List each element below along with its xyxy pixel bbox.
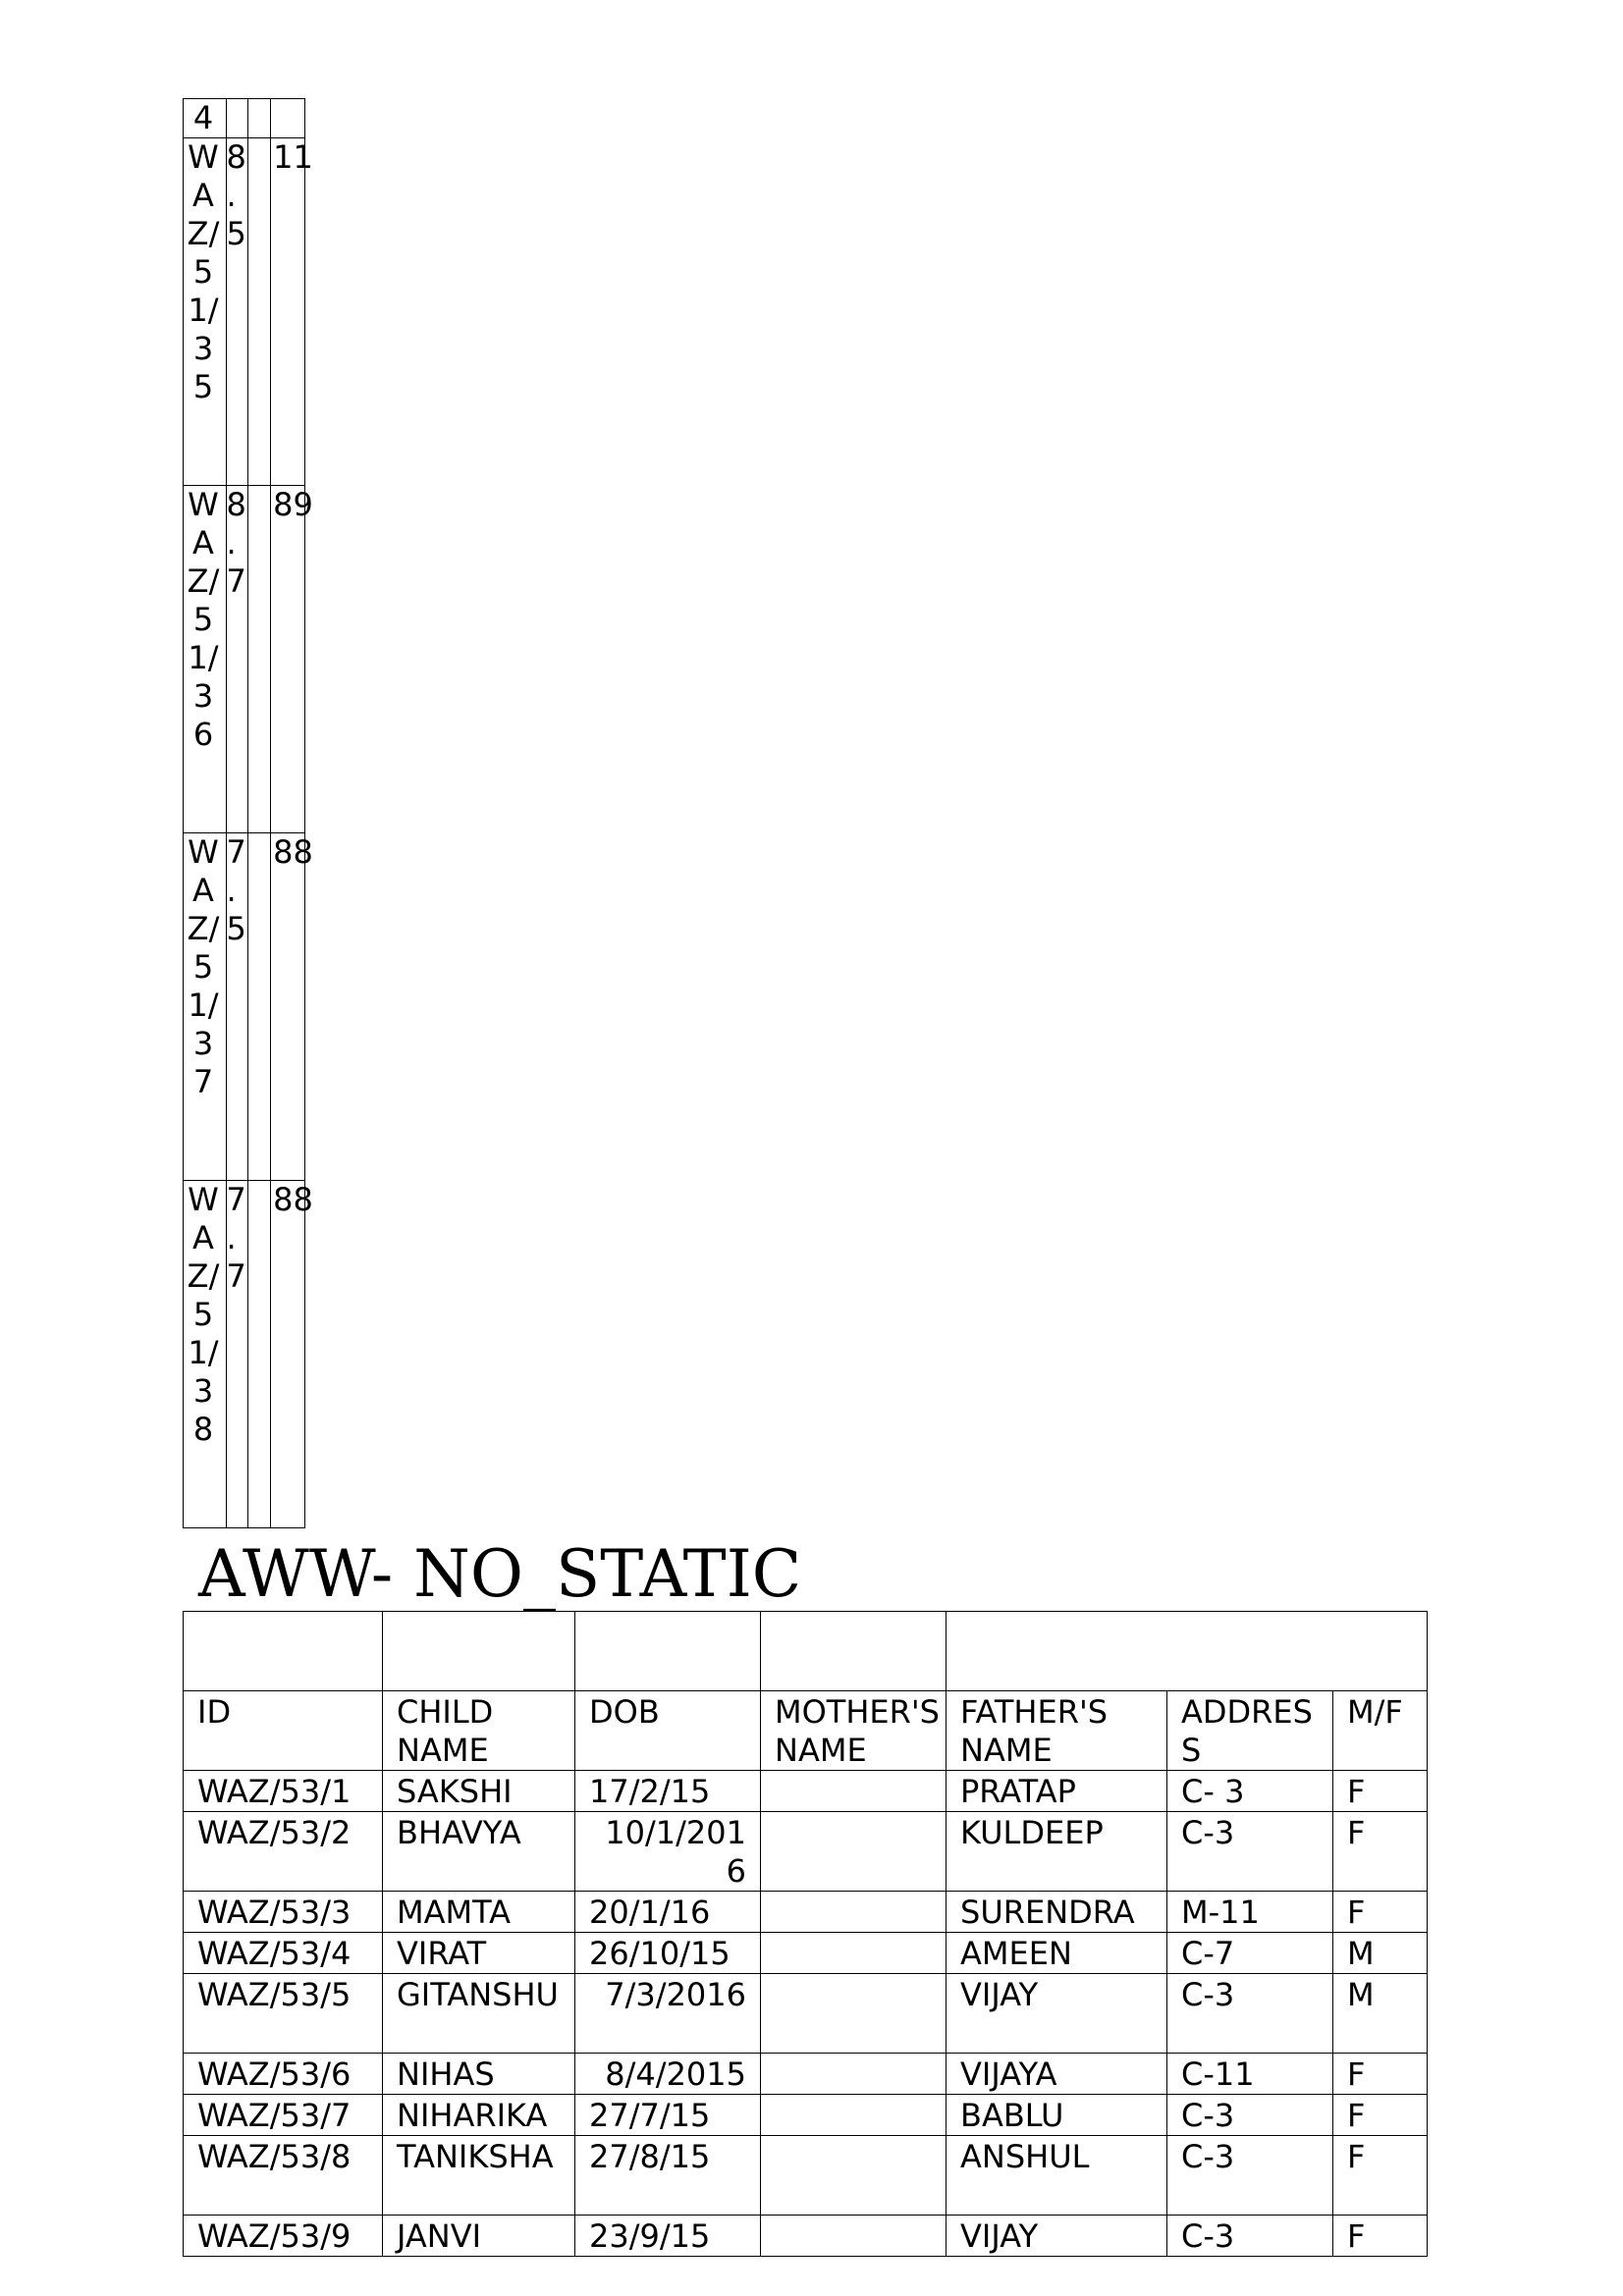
id-cell: WAZ/51/36 [184, 486, 227, 833]
mother-name-cell [761, 1771, 947, 1812]
address-cell: C-3 [1167, 2095, 1333, 2136]
value-cell: 7.7 [226, 1181, 248, 1528]
mother-name-cell [761, 2216, 947, 2257]
table-row-blank [184, 1612, 1428, 1691]
value-cell: 7.5 [226, 833, 248, 1181]
table-cell [271, 99, 305, 138]
table-row [184, 2095, 1428, 2136]
id-cell: WAZ/53/7 [184, 2095, 383, 2136]
continuation-table [183, 98, 313, 1528]
header-father-name: FATHER'S NAME [947, 1691, 1167, 1771]
address-cell: C-3 [1167, 1974, 1333, 2054]
father-name-cell: AMEEN [947, 1933, 1167, 1974]
father-name-cell: PRATAP [947, 1771, 1167, 1812]
table-row [184, 1933, 1428, 1974]
gender-cell: F [1333, 2216, 1428, 2257]
address-cell: C-3 [1167, 1812, 1333, 1892]
gender-cell: F [1333, 1892, 1428, 1933]
child-name-cell: JANVI [383, 2216, 575, 2257]
father-name-cell: BABLU [947, 2095, 1167, 2136]
father-name-cell: VIJAY [947, 2216, 1167, 2257]
value-cell: 8.7 [226, 486, 248, 833]
header-mother-name: MOTHER'S NAME [761, 1691, 947, 1771]
id-cell: WAZ/51/37 [184, 833, 227, 1181]
gender-cell: F [1333, 2054, 1428, 2095]
address-cell: C-7 [1167, 1933, 1333, 1974]
mother-name-cell [761, 1892, 947, 1933]
value-cell: 11 [271, 138, 305, 486]
header-address: ADDRESS [1167, 1691, 1333, 1771]
dob-cell: 26/10/15 [575, 1933, 761, 1974]
value-cell: 89 [271, 486, 305, 833]
gender-cell: F [1333, 2095, 1428, 2136]
table-row [184, 2216, 1428, 2257]
father-name-cell: VIJAYA [947, 2054, 1167, 2095]
section-heading: AWW- NO_STATIC [198, 1536, 802, 1612]
child-name-cell: GITANSHU [383, 1974, 575, 2054]
table-cell [761, 1612, 947, 1691]
table-row [184, 486, 305, 833]
address-cell: M-11 [1167, 1892, 1333, 1933]
mother-name-cell [761, 1974, 947, 2054]
mother-name-cell [761, 1933, 947, 1974]
mother-name-cell [761, 1812, 947, 1892]
value-cell: 8.5 [226, 138, 248, 486]
dob-cell: 7/3/2016 [575, 1974, 761, 2054]
gender-cell: F [1333, 1771, 1428, 1812]
mother-name-cell [761, 2095, 947, 2136]
father-name-cell: KULDEEP [947, 1812, 1167, 1892]
dob-cell: 27/8/15 [575, 2136, 761, 2216]
table-cell [383, 1612, 575, 1691]
gender-cell: M [1333, 1974, 1428, 2054]
gender-cell: F [1333, 2136, 1428, 2216]
id-cell: WAZ/53/8 [184, 2136, 383, 2216]
dob-cell: 10/1/2016 [575, 1812, 761, 1892]
table-row [184, 2054, 1428, 2095]
table-row [184, 833, 305, 1181]
id-cell: WAZ/53/2 [184, 1812, 383, 1892]
father-name-cell: SURENDRA [947, 1892, 1167, 1933]
header-child-name: CHILD NAME [383, 1691, 575, 1771]
table-row [184, 99, 305, 138]
address-cell: C-3 [1167, 2216, 1333, 2257]
address-cell: C- 3 [1167, 1771, 1333, 1812]
id-cell: WAZ/51/38 [184, 1181, 227, 1528]
table-row [184, 1892, 1428, 1933]
value-cell: 88 [271, 1181, 305, 1528]
child-name-cell: NIHARIKA [383, 2095, 575, 2136]
header-id: ID [184, 1691, 383, 1771]
id-cell: WAZ/51/35 [184, 138, 227, 486]
child-name-cell: VIRAT [383, 1933, 575, 1974]
dob-cell: 17/2/15 [575, 1771, 761, 1812]
child-name-cell: BHAVYA [383, 1812, 575, 1892]
table-cell [248, 99, 271, 138]
gender-cell: F [1333, 1812, 1428, 1892]
dob-cell: 20/1/16 [575, 1892, 761, 1933]
id-cell: WAZ/53/4 [184, 1933, 383, 1974]
header-dob: DOB [575, 1691, 761, 1771]
id-cell: WAZ/53/3 [184, 1892, 383, 1933]
table-row [184, 1812, 1428, 1892]
table-cell [575, 1612, 761, 1691]
id-cell: WAZ/53/1 [184, 1771, 383, 1812]
gender-cell: M [1333, 1933, 1428, 1974]
mother-name-cell [761, 2136, 947, 2216]
table-row [184, 1771, 1428, 1812]
table-row [184, 138, 305, 486]
child-name-cell: NIHAS [383, 2054, 575, 2095]
children-table [183, 1611, 1428, 2257]
value-cell: 88 [271, 833, 305, 1181]
value-cell [248, 486, 271, 833]
value-cell [248, 833, 271, 1181]
child-name-cell: TANIKSHA [383, 2136, 575, 2216]
address-cell: C-3 [1167, 2136, 1333, 2216]
header-mf: M/F [1333, 1691, 1428, 1771]
table-cell: 4 [184, 99, 227, 138]
table-row [184, 1974, 1428, 2054]
id-cell: WAZ/53/6 [184, 2054, 383, 2095]
father-name-cell: ANSHUL [947, 2136, 1167, 2216]
address-cell: C-11 [1167, 2054, 1333, 2095]
table-cell [226, 99, 248, 138]
dob-cell: 27/7/15 [575, 2095, 761, 2136]
table-row [184, 1181, 305, 1528]
value-cell [248, 1181, 271, 1528]
table-cell [184, 1612, 383, 1691]
id-cell: WAZ/53/9 [184, 2216, 383, 2257]
child-name-cell: SAKSHI [383, 1771, 575, 1812]
dob-cell: 23/9/15 [575, 2216, 761, 2257]
dob-cell: 8/4/2015 [575, 2054, 761, 2095]
father-name-cell: VIJAY [947, 1974, 1167, 2054]
table-row [184, 2136, 1428, 2216]
id-cell: WAZ/53/5 [184, 1974, 383, 2054]
mother-name-cell [761, 2054, 947, 2095]
table-cell-merged [947, 1612, 1428, 1691]
table-header-row [184, 1691, 1428, 1771]
value-cell [248, 138, 271, 486]
child-name-cell: MAMTA [383, 1892, 575, 1933]
